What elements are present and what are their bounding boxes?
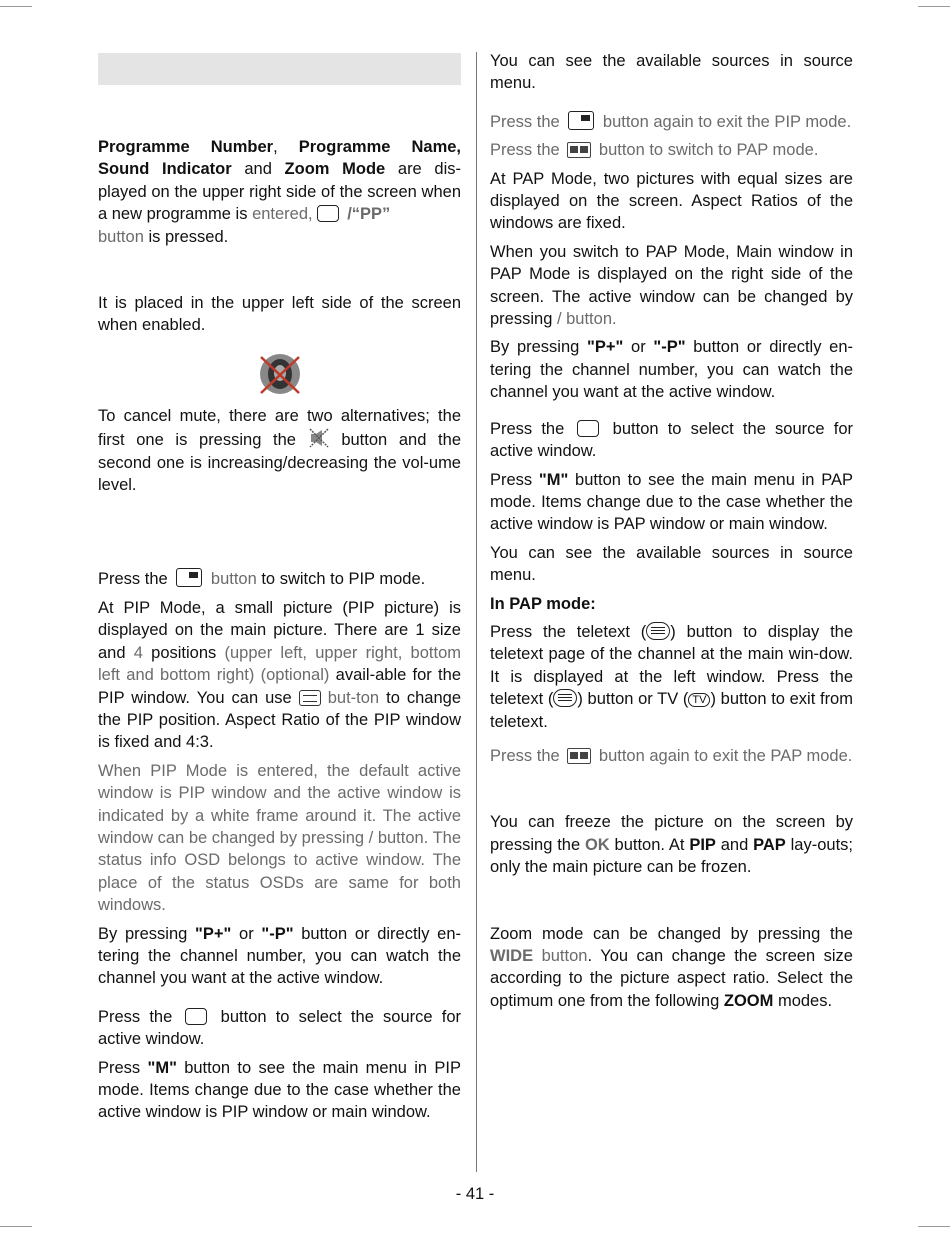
text-span: 4 (133, 643, 143, 662)
text-span: button (98, 227, 144, 246)
text-span: modes. (773, 991, 833, 1010)
text-span: Press the (98, 570, 168, 589)
section-heading-bar (98, 53, 461, 85)
text-span: button. At (609, 835, 690, 854)
pap-source-paragraph (490, 418, 853, 463)
bold-programme-name: Programme Name, Sound Indicator (98, 138, 462, 179)
ok-label: OK (584, 835, 610, 854)
mute-button-icon (308, 427, 330, 449)
text-span: to switch to PIP mode. (256, 570, 426, 589)
pip-switch-paragraph (98, 568, 461, 590)
text-span: lay-outs; only the main picture can be frozen. (490, 835, 853, 877)
pap-sources-paragraph: You can see the available sources in source menu. (490, 543, 853, 585)
text-span: When you switch to PAP Mode, Main window in PAP Mode is displayed on the right side of the screen. The active window can be changed by pressing (490, 242, 853, 329)
text-span: Press (98, 1058, 148, 1077)
zoom-label: ZOOM (723, 991, 774, 1010)
p-minus-label: "-P" (261, 924, 294, 943)
pip-mode-paragraph (98, 597, 461, 754)
text-span: button to select the source for active window. (490, 419, 853, 461)
text-span: to change the PIP position. Aspect Ratio of the PIP window is fixed and 4:3. (98, 688, 461, 752)
text-span: Press the (490, 746, 560, 765)
source-button-icon (185, 1008, 207, 1025)
text-span: button and the second one is increasing/decreasing the vol-ume level. (98, 431, 461, 495)
text-span: ) button to display the teletext page of the channel at the main win-dow. It is displayed at the left window. Press the teletext ( (490, 622, 854, 709)
text-span: Press the (490, 112, 560, 131)
wide-label: WIDE (490, 947, 534, 965)
teletext-icon (553, 689, 577, 707)
bold-programme-number: Programme Number (98, 138, 274, 156)
text-span: positions (142, 643, 225, 662)
pip-exit-paragraph (490, 111, 853, 133)
text-span: By pressing (98, 924, 196, 943)
m-label: "M" (538, 470, 569, 489)
text-span: button or directly en-tering the channel number, you can watch the channel you want at the active window. (98, 924, 462, 988)
text-span: button to see the main menu in PAP mode. Items change due to the case whether the active window is PAP window or main window. (490, 470, 853, 534)
text-span: Press the (98, 1007, 173, 1026)
pp-label: /“PP” (342, 205, 391, 224)
pip-button-icon (568, 111, 594, 130)
text-span: button to select the source for active window. (98, 1007, 461, 1049)
right-column (490, 50, 853, 1018)
pip-active-window-paragraph: When PIP Mode is entered, the default active window is PIP window and the active window is indicated by a white frame around it. The active window can be changed by pressing / button. The status info OSD belongs to active window. The place of the status OSDs are same for both windows. (98, 761, 461, 915)
text-span: button or directly en-tering the channel number, you can watch the channel you want at the active window. (490, 338, 854, 402)
crop-mark-top-right (918, 6, 950, 7)
text-span: button again to exit the PIP mode. (602, 112, 852, 131)
text-span: / button. (556, 310, 617, 329)
text-span: button again to exit the PAP mode. (598, 746, 853, 765)
mute-illustration (98, 351, 461, 397)
text-span: You can freeze the picture on the screen by pressing the (490, 813, 853, 854)
text-span: Press the (490, 419, 565, 438)
text-span: or (231, 924, 262, 943)
tv-icon: TV (688, 693, 710, 707)
pap-mode-paragraph: At PAP Mode, two pictures with equal sizes are displayed on the screen. Aspect Ratios of the windows are fixed. (490, 169, 853, 233)
text-span: ) button or TV ( (577, 690, 689, 709)
pap-button-icon (567, 142, 591, 158)
text-span: . You can change the screen size according to the picture aspect ratio. Select the optimum one from the following (490, 947, 853, 1010)
text-span: and (231, 160, 285, 179)
page-number: - 41 - (455, 1185, 495, 1203)
text-span: (upper left, upper right, bottom left and bottom right) (optional) (98, 643, 461, 685)
text-span: or (623, 338, 654, 357)
bold-zoom-mode: Zoom Mode (284, 160, 386, 179)
pip-channel-paragraph (98, 923, 461, 990)
text-span: By pressing (490, 338, 588, 357)
text-span: Press the (490, 141, 560, 160)
pap-teletext-paragraph (490, 621, 853, 733)
pap-channel-paragraph (490, 336, 853, 403)
text-span: , (273, 138, 299, 156)
teletext-icon (646, 622, 670, 640)
pip-label: PIP (689, 835, 716, 854)
info-button-icon (317, 205, 339, 222)
text-span: avail-able for the PIP window. You can use (98, 666, 461, 707)
mute-placement-paragraph: It is placed in the upper left side of the screen when enabled. (98, 294, 461, 335)
text-span: but-ton (320, 688, 380, 707)
source-button-icon (577, 420, 599, 437)
text-span: entered, (252, 205, 313, 224)
crop-mark-top-left (0, 6, 32, 7)
in-pap-mode-heading (490, 593, 853, 615)
pap-switch-paragraph (490, 139, 853, 161)
text-span: is pressed. (143, 227, 229, 246)
pap-menu-paragraph (490, 469, 853, 536)
info-display-paragraph (98, 136, 461, 248)
pap-button-icon (567, 748, 591, 764)
m-label: "M" (147, 1058, 177, 1077)
text-span: button (533, 947, 588, 965)
pap-label: PAP (753, 835, 786, 854)
zoom-paragraph (490, 923, 853, 1013)
text-span: button to see the main menu in PIP mode. Items change due to the case whether the active window is PIP window or main window. (98, 1058, 462, 1122)
column-divider (476, 52, 477, 1172)
mute-speaker-icon (257, 351, 303, 397)
p-minus-label: "-P" (653, 338, 686, 357)
pap-exit-paragraph (490, 745, 853, 767)
text-span: To cancel mute, there are two alternatives; the first one is pressing the (98, 406, 461, 450)
crop-mark-bottom-left (0, 1226, 32, 1227)
pip-button-icon (176, 568, 202, 587)
cancel-mute-paragraph (98, 405, 461, 497)
p-plus-label: "P+" (195, 924, 232, 943)
text-span: are dis-played on the upper right side of the screen when a new programme is (98, 160, 461, 224)
text-span: ) button to exit from teletext. (490, 690, 853, 731)
text-span: and (715, 835, 754, 854)
text-span: At PIP Mode, a small picture (PIP picture) is displayed on the main picture. There are 1 size and (98, 598, 461, 662)
text-span: Zoom mode can be changed by pressing the (490, 924, 853, 943)
p-plus-label: "P+" (587, 338, 624, 357)
text-span: button (210, 570, 257, 589)
text-span: button to switch to PAP mode. (598, 141, 819, 160)
crop-mark-bottom-right (918, 1226, 950, 1227)
text-span: Press (490, 470, 539, 489)
pip-menu-paragraph (98, 1057, 461, 1124)
text-span: Press the teletext ( (490, 622, 647, 641)
left-column (98, 50, 461, 1130)
pap-main-window-paragraph (490, 241, 853, 331)
heading-text: In PAP mode: (490, 594, 596, 613)
pip-source-paragraph (98, 1006, 461, 1051)
freeze-paragraph (490, 811, 853, 878)
pip-sources-paragraph: You can see the available sources in source menu. (490, 52, 853, 93)
pip-position-button-icon (299, 690, 321, 706)
